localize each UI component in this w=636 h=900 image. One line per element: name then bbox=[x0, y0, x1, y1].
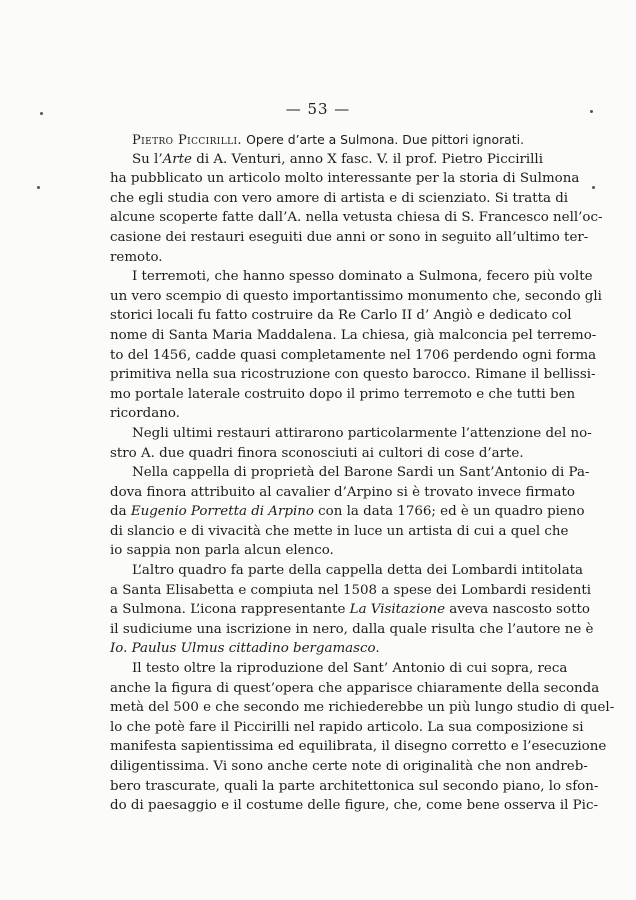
text-line bbox=[110, 483, 575, 503]
text-line bbox=[110, 208, 603, 228]
text-segment: da bbox=[110, 504, 131, 520]
text-segment: a Santa Elisabetta e compiuta nel 1508 a spese dei Lombardi residenti bbox=[110, 582, 591, 598]
text-line bbox=[110, 757, 588, 777]
text-segment: il sudiciume una iscrizione in nero, dalla quale risulta che l’autore ne è bbox=[110, 621, 594, 637]
text-segment: storici locali fu fatto costruire da Re Carlo II d’ Angiò e dedicato col bbox=[110, 308, 572, 324]
text-line bbox=[110, 698, 615, 718]
text-line bbox=[110, 561, 584, 581]
text-line bbox=[110, 444, 524, 464]
text-segment: a Sulmona. L’icona rappresentante bbox=[110, 602, 350, 618]
text-segment: Negli ultimi restauri attirarono particolarmente l’attenzione del no- bbox=[132, 425, 592, 441]
text-segment: che egli studia con vero amore di artista e di scienziato. Si tratta di bbox=[110, 190, 569, 206]
text-segment: Il testo oltre la riproduzione del Sant’ Antonio di cui sopra, reca bbox=[132, 661, 568, 677]
margin-speck bbox=[37, 186, 40, 189]
text-line bbox=[110, 659, 568, 679]
text-segment: to del 1456, cadde quasi completamente nel 1706 perdendo ogni forma bbox=[110, 347, 597, 363]
text-line bbox=[110, 737, 607, 757]
text-line bbox=[110, 326, 597, 346]
text-segment: aveva nascosto sotto bbox=[445, 602, 590, 618]
text-segment: primitiva nella sua ricostruzione con questo barocco. Rimane il bellissi- bbox=[110, 367, 596, 383]
text-line bbox=[110, 600, 590, 620]
text-line bbox=[110, 718, 584, 738]
text-segment: con la data 1766; ed è un quadro pieno bbox=[313, 504, 585, 520]
italic-text: Io. Paulus Ulmus cittadino bergamasco. bbox=[110, 641, 380, 657]
text-segment: mo portale laterale costruito dopo il primo terremoto e che tutti ben bbox=[110, 386, 576, 402]
text-segment: Su l’ bbox=[132, 151, 163, 167]
text-line bbox=[110, 639, 516, 659]
margin-speck bbox=[592, 186, 595, 189]
text-line bbox=[110, 365, 596, 385]
text-segment: ha pubblicato un articolo molto interessante per la storia di Sulmona bbox=[110, 171, 580, 187]
text-segment: ricordano. bbox=[110, 406, 180, 422]
text-segment: di slancio e di vivacità che mette in luce un artista di cui a quel che bbox=[110, 523, 569, 539]
text-segment: metà del 500 e che secondo me richiederebbe un più lungo studio di quel- bbox=[110, 700, 615, 716]
text-segment: remoto. bbox=[110, 249, 163, 265]
text-segment: alcune scoperte fatte dall’A. nella vetusta chiesa di S. Francesco nell’oc- bbox=[110, 210, 603, 226]
text-line bbox=[110, 306, 572, 326]
author-name: Pietro Piccirilli. bbox=[132, 133, 242, 148]
italic-text: La Visitazione bbox=[349, 602, 445, 618]
text-line bbox=[110, 581, 591, 601]
text-line bbox=[110, 346, 597, 366]
article-title: Opere d’arte a Sulmona. Due pittori ignorati. bbox=[246, 132, 525, 147]
text-segment: anche la figura di quest’opera che apparisce chiaramente della seconda bbox=[110, 680, 600, 696]
text-line bbox=[110, 796, 598, 816]
text-line bbox=[110, 287, 602, 307]
text-line bbox=[110, 169, 580, 189]
text-segment: io sappia non parla alcun elenco. bbox=[110, 543, 334, 559]
text-line bbox=[110, 620, 594, 640]
text-line bbox=[110, 541, 516, 561]
text-segment: bero trascurate, quali la parte architettonica sul secondo piano, lo sfon- bbox=[110, 778, 599, 794]
text-line bbox=[110, 679, 600, 699]
text-line bbox=[110, 404, 516, 424]
text-segment: Nella cappella di proprietà del Barone Sardi un Sant’Antonio di Pa- bbox=[132, 465, 590, 481]
article-body bbox=[110, 130, 615, 816]
text-line bbox=[110, 502, 585, 522]
text-segment: lo che potè fare il Piccirilli nel rapido articolo. La sua composizione si bbox=[110, 719, 584, 735]
section-heading bbox=[110, 130, 525, 150]
text-line bbox=[110, 424, 592, 444]
text-segment: casione dei restauri eseguiti due anni or sono in seguito all’ultimo ter- bbox=[110, 229, 589, 245]
text-line bbox=[110, 189, 569, 209]
page-number: — 53 — bbox=[285, 100, 351, 118]
italic-text: Arte bbox=[162, 151, 192, 167]
text-segment: do di paesaggio e il costume delle figure, che, come bene osserva il Pic- bbox=[110, 798, 598, 814]
text-line bbox=[110, 777, 599, 797]
text-line bbox=[110, 150, 544, 170]
text-line bbox=[110, 248, 516, 268]
text-line bbox=[110, 267, 593, 287]
paragraph-lines bbox=[110, 150, 615, 816]
text-segment: un vero scempio di questo importantissimo monumento che, secondo gli bbox=[110, 288, 602, 304]
text-line bbox=[110, 228, 589, 248]
text-segment: dova finora attribuito al cavalier d’Arpino si è trovato invece firmato bbox=[110, 484, 575, 500]
text-segment: manifesta sapientissima ed equilibrata, il disegno corretto e l’esecuzione bbox=[110, 739, 607, 755]
text-segment: stro A. due quadri finora sconosciuti ai cultori di cose d’arte. bbox=[110, 445, 524, 461]
text-line bbox=[110, 463, 590, 483]
text-segment: di A. Venturi, anno X fasc. V. il prof. Pietro Piccirilli bbox=[191, 151, 544, 167]
text-segment: diligentissima. Vi sono anche certe note di originalità che non andreb- bbox=[110, 759, 588, 774]
text-segment: nome di Santa Maria Maddalena. La chiesa, già malconcia pel terremo- bbox=[110, 327, 597, 343]
text-segment: I terremoti, che hanno spesso dominato a Sulmona, fecero più volte bbox=[132, 269, 593, 285]
text-segment: L’altro quadro fa parte della cappella detta dei Lombardi intitolata bbox=[132, 563, 584, 579]
italic-text: Eugenio Porretta di Arpino bbox=[130, 504, 314, 520]
text-line bbox=[110, 522, 569, 542]
text-line bbox=[110, 385, 576, 405]
